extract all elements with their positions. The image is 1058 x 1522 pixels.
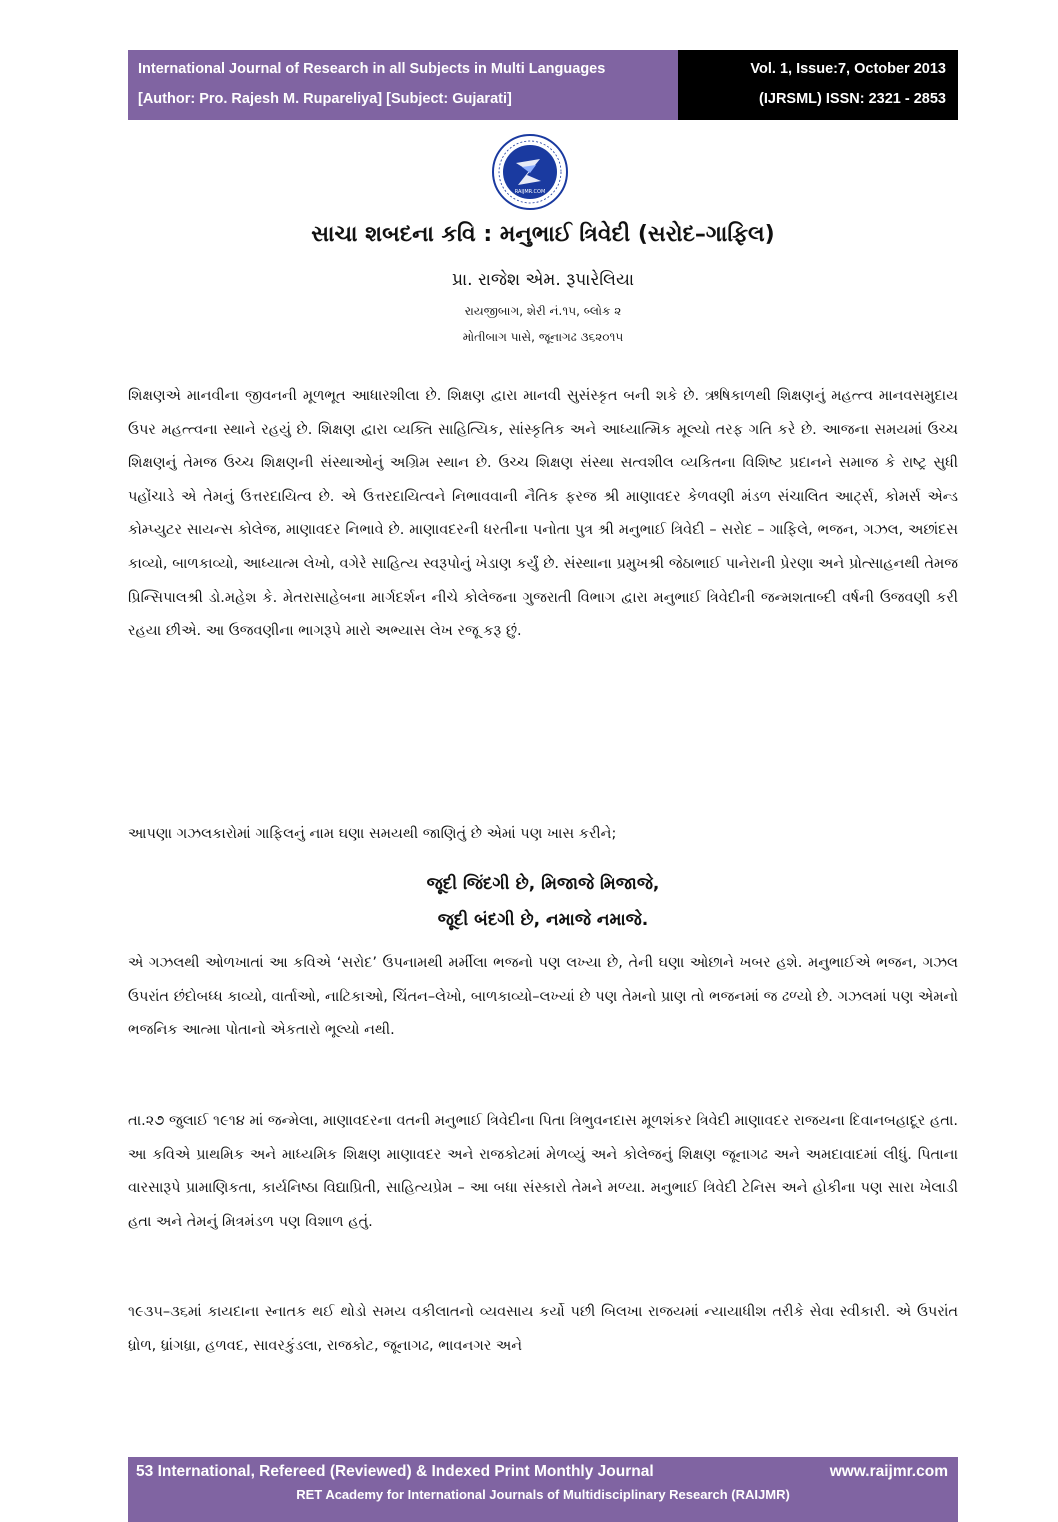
article-title: સાચા શબદના કવિ : મનુભાઈ ત્રિવેદી (સરોદ–ગાફિલ) [311,222,775,247]
paragraph-gazal-intro: આપણા ગઝલકારોમાં ગાફિલનું નામ ઘણા સમયથી જાણિતું છે એમાં પણ ખાસ કરીને; [128,826,617,842]
raijmr-logo [491,133,569,211]
header-issue-info [678,50,958,120]
volume-issue: Vol. 1, Issue:7, October 2013 [750,61,946,77]
page-number: 53 [136,1463,154,1480]
footer-academy: RET Academy for International Journals of Multidisciplinary Research (RAIJMR) [296,1487,790,1502]
author-address-line2: મોતીબાગ પાસે, જૂનાગઢ ૩૬૨૦૧૫ [462,330,624,344]
paragraph-biography: તા.૨૭ જુલાઈ ૧૯૧૪ માં જન્મેલા, માણાવદરના વતની મનુભાઈ ત્રિવેદીના પિતા ત્રિભુવનદાસ મૂળશંકર ત્રિવેદી માણાવદર રાજયના દિવાનબહાદૂર હતા. આ કવિએ પ્રાથમિક અને માધ્યમિક શિક્ષણ માણાવદર અને રાજકોટમાં મેળવ્યું અને કોલેજનું શિક્ષણ જૂનાગઢ અને અમદાવાદમાં લીધું. પિતાના વારસારૂપે પ્રામાણિકતા, કાર્યનિષ્ઠા વિદ્યાપ્રિતી, સાહિત્યપ્રેમ – આ બધા સંસ્કારો તેમને મળ્યા. મનુભાઈ ત્રિવેદી ટેનિસ અને હોકીના પણ સારા ખેલાડી હતા અને તેમનું મિત્રમંડળ પણ વિશાળ હતું. [128,1113,958,1230]
journal-name: International Journal of Research in all Subjects in Multi Languages [138,61,606,77]
paragraph-sarod: એ ગઝલથી ઓળખાતાં આ કવિએ ‘સરોદ’ ઉપનામથી મર્મીલા ભજનો પણ લખ્યા છે, તેની ઘણા ઓછાને ખબર હશે. મનુભાઈએ ભજન, ગઝલ ઉપરાંત છંદોબધ્ધ કાવ્યો, વાર્તાઓ, નાટિકાઓ, ચિંતન–લેખો, બાળકાવ્યો–લખ્યાં છે પણ તેમનો પ્રાણ તો ભજનમાં જ ઢળ્યો છે. ગઝલમાં પણ એમનો ભજનિક આત્મા પોતાનો એકતારો ભૂલ્યો નથી. [128,955,958,1039]
journal-footer [128,1457,958,1522]
couplet-line-1: જૂદી જિંદગી છે, મિજાજે મિજાજે, [426,874,660,894]
article-author: પ્રા. રાજેશ એમ. રૂપારેલિયા [451,270,635,290]
author-address-line1: રાયજીબાગ, શેરી નં.૧૫, બ્લોક ૨ [464,304,622,318]
paragraph-intro: શિક્ષણએ માનવીના જીવનની મૂળભૂત આધારશીલા છે. શિક્ષણ દ્વારા માનવી સુસંસ્કૃત બની શકે છે. ઋષિકાળથી શિક્ષણનું મહત્ત્વ માનવસમુદાય ઉપર મહત્ત્વના સ્થાને રહયું છે. શિક્ષણ દ્વારા વ્યક્તિ સાહિત્યિક, સાંસ્કૃતિક અને આધ્યાત્મિક મૂલ્યો તરફ ગતિ કરે છે. આજના સમયમાં ઉચ્ચ શિક્ષણનું તેમજ ઉચ્ચ શિક્ષણની સંસ્થાઓનું અગ્રિમ સ્થાન છે. ઉચ્ચ શિક્ષણ સંસ્થા સત્વશીલ વ્યકિતના વિશિષ્ટ પ્રદાનને સમાજ કે રાષ્ટ્ર સુધી પહોંચાડે એ તેમનું ઉત્તરદાયિત્વ છે. એ ઉત્તરદાયિત્વને નિભાવવાની નૈતિક ફરજ શ્રી માણાવદર કેળવણી મંડળ સંચાલિત આર્ટ્સ, કોમર્સ એન્ડ કોમ્પ્યુટર સાયન્સ કોલેજ, માણાવદર નિભાવે છે. માણાવદરની ધરતીના પનોતા પુત્ર શ્રી મનુભાઈ ત્રિવેદી – સરોદ – ગાફિલે, ભજન, ગઝલ, અછાંદસ કાવ્યો, બાળકાવ્યો, આધ્યાત્મ લેખો, વગેરે સાહિત્ય સ્વરૂપોનું ખેડાણ કર્યું છે. સંસ્થાના પ્રમુખશ્રી જેઠાભાઈ પાનેરાની પ્રેરણા અને પ્રોત્સાહનથી તેમજ પ્રિન્સિપાલશ્રી ડો.મહેશ કે. મેતરાસાહેબના માર્ગદર્શન નીચે કોલેજના ગુજરાતી વિભાગ દ્વારા મનુભાઈ ત્રિવેદીની જન્મશતાબ્દી વર્ષની ઉજવણી કરી રહયા છીએ. આ ઉજવણીના ભાગરૂપે મારો અભ્યાસ લેખ રજૂ કરૂ છું. [128,388,958,640]
footer-website-link[interactable]: www.raijmr.com [829,1463,948,1480]
couplet-line-2: જૂદી બંદગી છે, નમાજે નમાજે. [437,910,649,930]
issn: (IJRSML) ISSN: 2321 - 2853 [759,91,946,107]
header-journal-info [128,50,678,120]
logo-seal-icon [491,133,569,211]
footer-journal-info [136,1463,654,1481]
paragraph-career: ૧૯૩૫–૩૬માં કાયદાના સ્નાતક થઈ થોડો સમય વકીલાતનો વ્યવસાય કર્યો પછી બિલખા રાજયમાં ન્યાયાધીશ તરીકે સેવા સ્વીકારી. એ ઉપરાંત ધ્રોળ, ધ્રાંગધ્રા, હળવદ, સાવરકુંડલા, રાજકોટ, જૂનાગઢ, ભાવનગર અને [128,1304,958,1354]
logo-text: RAIJMR.COM [514,189,546,195]
footer-top-line [136,1463,948,1481]
footer-journal-line: International, Refereed (Reviewed) & Indexed Print Monthly Journal [157,1463,654,1480]
author-subject: [Author: Pro. Rajesh M. Rupareliya] [Subject: Gujarati] [138,91,512,107]
journal-header [128,50,958,120]
